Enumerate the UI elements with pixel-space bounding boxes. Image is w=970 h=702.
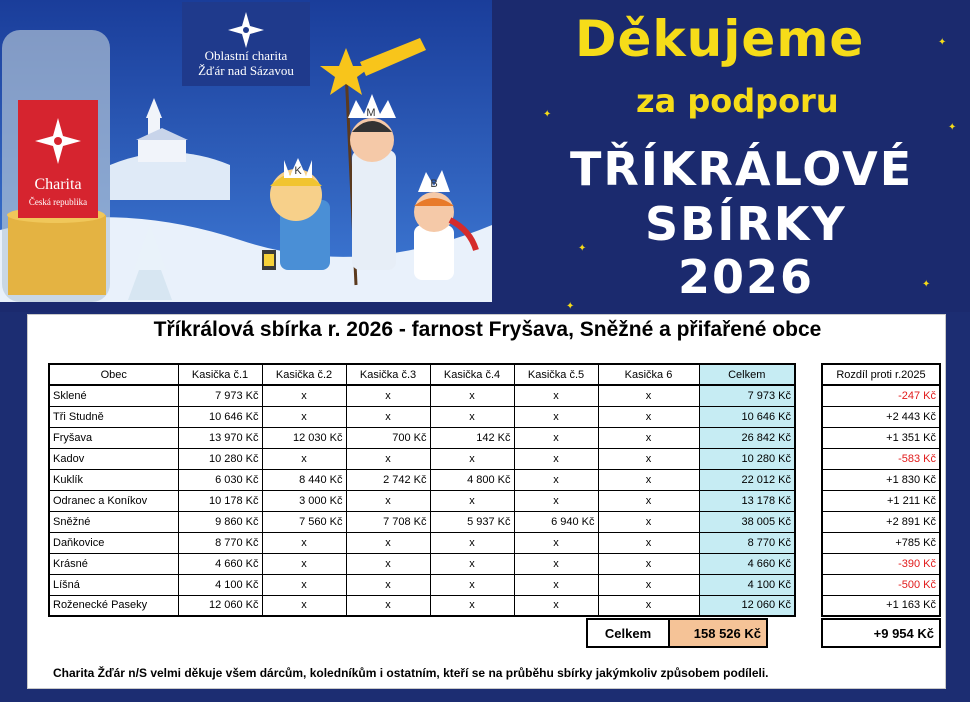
box-amount-cell: 7 708 Kč (346, 511, 430, 532)
difference-row (822, 595, 940, 616)
star-icon: ✦ (948, 122, 957, 133)
box-amount-cell: x (430, 532, 514, 553)
column-header: Kasička č.2 (262, 364, 346, 385)
box-amount-cell: x (262, 553, 346, 574)
column-header: Kasička č.1 (178, 364, 262, 385)
box-amount-cell: x (262, 406, 346, 427)
star-icon: ✦ (578, 243, 587, 254)
box-amount-cell: x (598, 448, 699, 469)
box-amount-cell: x (346, 595, 430, 616)
crown-letter-b: B (430, 178, 438, 190)
box-amount-cell: x (514, 532, 598, 553)
difference-total-value: +9 954 Kč (822, 619, 940, 647)
difference-row (822, 574, 940, 595)
box-amount-cell: 8 770 Kč (178, 532, 262, 553)
difference-cell: +785 Kč (822, 532, 940, 553)
municipality-cell: Daňkovice (49, 532, 178, 553)
difference-row (822, 448, 940, 469)
box-amount-cell: 4 800 Kč (430, 469, 514, 490)
box-amount-cell: 4 100 Kč (178, 574, 262, 595)
difference-cell: -390 Kč (822, 553, 940, 574)
box-amount-cell: 2 742 Kč (346, 469, 430, 490)
difference-cell: +2 891 Kč (822, 511, 940, 532)
total-cell: 13 178 Kč (699, 490, 795, 511)
difference-cell: +2 443 Kč (822, 406, 940, 427)
municipality-cell: Kadov (49, 448, 178, 469)
difference-cell: +1 830 Kč (822, 469, 940, 490)
box-amount-cell: x (514, 469, 598, 490)
total-cell: 8 770 Kč (699, 532, 795, 553)
box-amount-cell: 9 860 Kč (178, 511, 262, 532)
star-icon: ✦ (922, 279, 931, 290)
column-header: Celkem (699, 364, 795, 385)
box-amount-cell: x (514, 406, 598, 427)
star-icon: ✦ (938, 37, 947, 48)
table-header-row (49, 364, 795, 385)
total-cell: 10 280 Kč (699, 448, 795, 469)
box-amount-cell: x (262, 595, 346, 616)
column-header: Kasička 6 (598, 364, 699, 385)
box-amount-cell: x (262, 574, 346, 595)
total-cell: 22 012 Kč (699, 469, 795, 490)
box-amount-cell: x (514, 490, 598, 511)
charita-logo-word: Charita (34, 176, 82, 193)
box-amount-cell: 13 970 Kč (178, 427, 262, 448)
box-amount-cell: x (430, 448, 514, 469)
star-icon: ✦ (543, 109, 552, 120)
box-amount-cell: x (598, 553, 699, 574)
thanks-subheadline: za podporu (636, 82, 839, 120)
document-title: Tříkrálová sbírka r. 2026 - farnost Fryšava, Sněžné a přifařené obce (153, 318, 822, 341)
box-amount-cell: x (430, 574, 514, 595)
total-cell: 4 660 Kč (699, 553, 795, 574)
box-amount-cell: x (346, 574, 430, 595)
box-amount-cell: 700 Kč (346, 427, 430, 448)
table-row (49, 469, 795, 490)
box-amount-cell: 10 280 Kč (178, 448, 262, 469)
difference-row (822, 490, 940, 511)
charita-logo (18, 100, 98, 218)
box-amount-cell: 12 060 Kč (178, 595, 262, 616)
total-cell: 38 005 Kč (699, 511, 795, 532)
table-row (49, 595, 795, 616)
table-row (49, 490, 795, 511)
box-amount-cell: x (346, 406, 430, 427)
thank-you-note: Charita Žďár n/S velmi děkuje všem dárcům, koledníkům i ostatním, kteří se na průběhu sbírky jakýmkoliv způsobem podíleli. (53, 666, 769, 680)
difference-header: Rozdíl proti r.2025 (822, 364, 940, 385)
box-amount-cell: 12 030 Kč (262, 427, 346, 448)
headline-line-1: TŘÍKRÁLOVÉ (570, 142, 914, 196)
table-row (49, 511, 795, 532)
difference-cell: -583 Kč (822, 448, 940, 469)
box-amount-cell: x (430, 385, 514, 406)
box-amount-cell: x (430, 553, 514, 574)
box-amount-cell: 8 440 Kč (262, 469, 346, 490)
box-amount-cell: x (598, 427, 699, 448)
table-row (49, 406, 795, 427)
box-amount-cell: x (514, 574, 598, 595)
difference-row (822, 511, 940, 532)
box-amount-cell: x (598, 385, 699, 406)
total-cell: 4 100 Kč (699, 574, 795, 595)
box-amount-cell: 10 178 Kč (178, 490, 262, 511)
difference-cell: -247 Kč (822, 385, 940, 406)
box-amount-cell: x (514, 595, 598, 616)
municipality-cell: Odranec a Koníkov (49, 490, 178, 511)
municipality-cell: Tři Studně (49, 406, 178, 427)
charita-cross-icon (226, 10, 266, 50)
difference-cell: +1 163 Kč (822, 595, 940, 616)
collection-table (48, 363, 796, 617)
box-amount-cell: x (346, 448, 430, 469)
box-amount-cell: 10 646 Kč (178, 406, 262, 427)
box-amount-cell: 7 973 Kč (178, 385, 262, 406)
column-header: Kasička č.5 (514, 364, 598, 385)
difference-table (821, 363, 941, 617)
difference-row (822, 553, 940, 574)
table-row (49, 532, 795, 553)
collection-results-document (27, 314, 946, 689)
box-amount-cell: 3 000 Kč (262, 490, 346, 511)
table-row (49, 448, 795, 469)
box-amount-cell: x (598, 532, 699, 553)
box-amount-cell: x (430, 595, 514, 616)
box-amount-cell: 5 937 Kč (430, 511, 514, 532)
table-row (49, 553, 795, 574)
box-amount-cell: x (598, 595, 699, 616)
difference-row (822, 532, 940, 553)
crown-letter-m: M (366, 107, 376, 119)
grand-total-label: Celkem (587, 619, 669, 647)
box-amount-cell: 4 660 Kč (178, 553, 262, 574)
municipality-cell: Fryšava (49, 427, 178, 448)
lantern-icon (262, 250, 276, 270)
box-amount-cell: x (346, 490, 430, 511)
box-amount-cell: 6 940 Kč (514, 511, 598, 532)
thanks-headline: Děkujeme (575, 10, 865, 68)
municipality-cell: Roženecké Paseky (49, 595, 178, 616)
difference-cell: -500 Kč (822, 574, 940, 595)
total-cell: 7 973 Kč (699, 385, 795, 406)
difference-row (822, 406, 940, 427)
difference-row (822, 469, 940, 490)
box-amount-cell: x (514, 385, 598, 406)
difference-row (822, 385, 940, 406)
table-row (49, 574, 795, 595)
box-amount-cell: x (346, 532, 430, 553)
box-amount-cell: 6 030 Kč (178, 469, 262, 490)
table-row (49, 385, 795, 406)
box-amount-cell: x (430, 406, 514, 427)
municipality-cell: Sněžné (49, 511, 178, 532)
total-cell: 10 646 Kč (699, 406, 795, 427)
box-amount-cell: x (346, 553, 430, 574)
difference-cell: +1 211 Kč (822, 490, 940, 511)
banner (0, 0, 970, 312)
column-header: Obec (49, 364, 178, 385)
box-amount-cell: x (430, 490, 514, 511)
charita-logo-sub: Česká republika (28, 197, 88, 207)
box-amount-cell: x (514, 427, 598, 448)
box-amount-cell: x (598, 511, 699, 532)
difference-total-table (821, 618, 941, 648)
box-amount-cell: x (262, 385, 346, 406)
box-amount-cell: x (514, 448, 598, 469)
charita-cross-icon (33, 116, 83, 166)
box-amount-cell: x (598, 469, 699, 490)
box-amount-cell: x (598, 490, 699, 511)
municipality-cell: Kuklík (49, 469, 178, 490)
org-name: Oblastní charita Žďár nad Sázavou (198, 48, 294, 78)
total-cell: 12 060 Kč (699, 595, 795, 616)
box-amount-cell: x (262, 532, 346, 553)
box-amount-cell: x (598, 574, 699, 595)
star-icon: ✦ (566, 301, 575, 312)
total-cell: 26 842 Kč (699, 427, 795, 448)
municipality-cell: Líšná (49, 574, 178, 595)
municipality-cell: Krásné (49, 553, 178, 574)
headline-line-2: SBÍRKY (645, 197, 847, 251)
table-row (49, 427, 795, 448)
difference-cell: +1 351 Kč (822, 427, 940, 448)
column-header: Kasička č.4 (430, 364, 514, 385)
municipality-cell: Sklené (49, 385, 178, 406)
column-header: Kasička č.3 (346, 364, 430, 385)
box-amount-cell: x (346, 385, 430, 406)
box-amount-cell: 7 560 Kč (262, 511, 346, 532)
org-logo-box (182, 2, 310, 86)
box-amount-cell: x (598, 406, 699, 427)
grand-total-value: 158 526 Kč (669, 619, 767, 647)
headline-line-3: 2026 (678, 250, 815, 304)
box-amount-cell: x (262, 448, 346, 469)
box-amount-cell: 142 Kč (430, 427, 514, 448)
grand-total-table (586, 618, 768, 648)
difference-row (822, 427, 940, 448)
crown-letter-k: K (294, 165, 302, 177)
box-amount-cell: x (514, 553, 598, 574)
